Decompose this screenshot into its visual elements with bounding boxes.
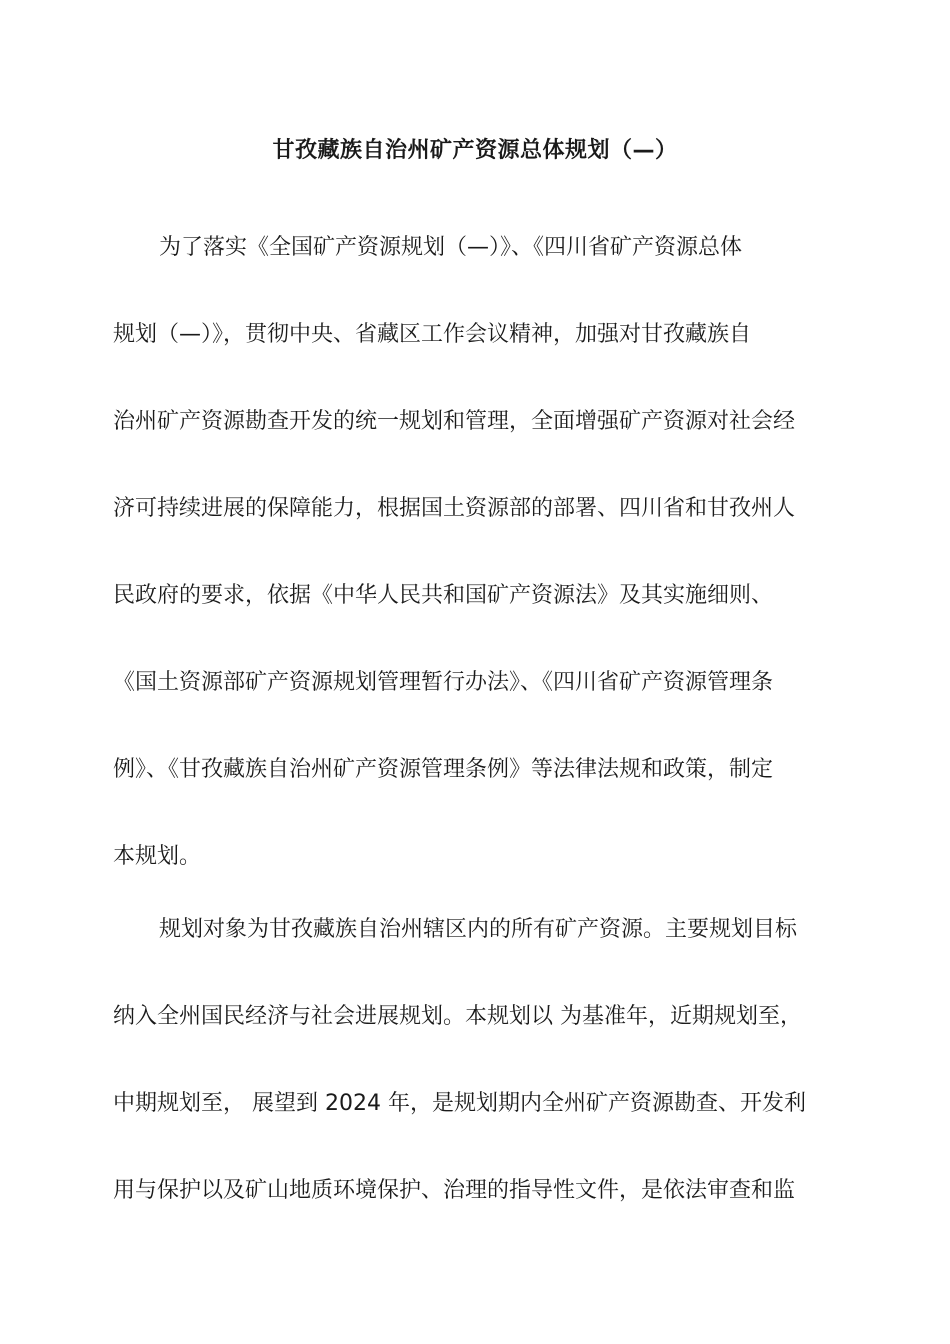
paragraph-1-line: 为了落实《全国矿产资源规划（—）》、《四川省矿产资源总体: [159, 235, 743, 260]
paragraph-1-line: 例》、《甘孜藏族自治州矿产资源管理条例》等法律法规和政策，制定: [113, 757, 774, 782]
paragraph-1-line: 《国土资源部矿产资源规划管理暂行办法》、《四川省矿产资源管理条: [113, 670, 774, 695]
paragraph-2-line: 纳入全州国民经济与社会进展规划。本规划以 为基准年，近期规划至，: [113, 1004, 802, 1029]
paragraph-2-line: 规划对象为甘孜藏族自治州辖区内的所有矿产资源。主要规划目标: [159, 917, 798, 942]
paragraph-2-line: 用与保护以及矿山地质环境保护、治理的指导性文件，是依法审查和监: [113, 1178, 796, 1203]
paragraph-1-line: 治州矿产资源勘查开发的统一规划和管理，全面增强矿产资源对社会经: [113, 409, 796, 434]
paragraph-2-line: 中期规划至， 展望到 2024 年，是规划期内全州矿产资源勘查、开发利: [113, 1091, 806, 1116]
paragraph-1-line: 规划（—）》，贯彻中央、省藏区工作会议精神，加强对甘孜藏族自: [113, 322, 752, 347]
document-title: 甘孜藏族自治州矿产资源总体规划（—）: [272, 138, 678, 163]
paragraph-1-line: 济可持续进展的保障能力，根据国土资源部的部署、四川省和甘孜州人: [113, 496, 796, 521]
paragraph-1-line: 民政府的要求，依据《中华人民共和国矿产资源法》及其实施细则、: [113, 583, 774, 608]
paragraph-1-line: 本规划。: [113, 844, 202, 869]
